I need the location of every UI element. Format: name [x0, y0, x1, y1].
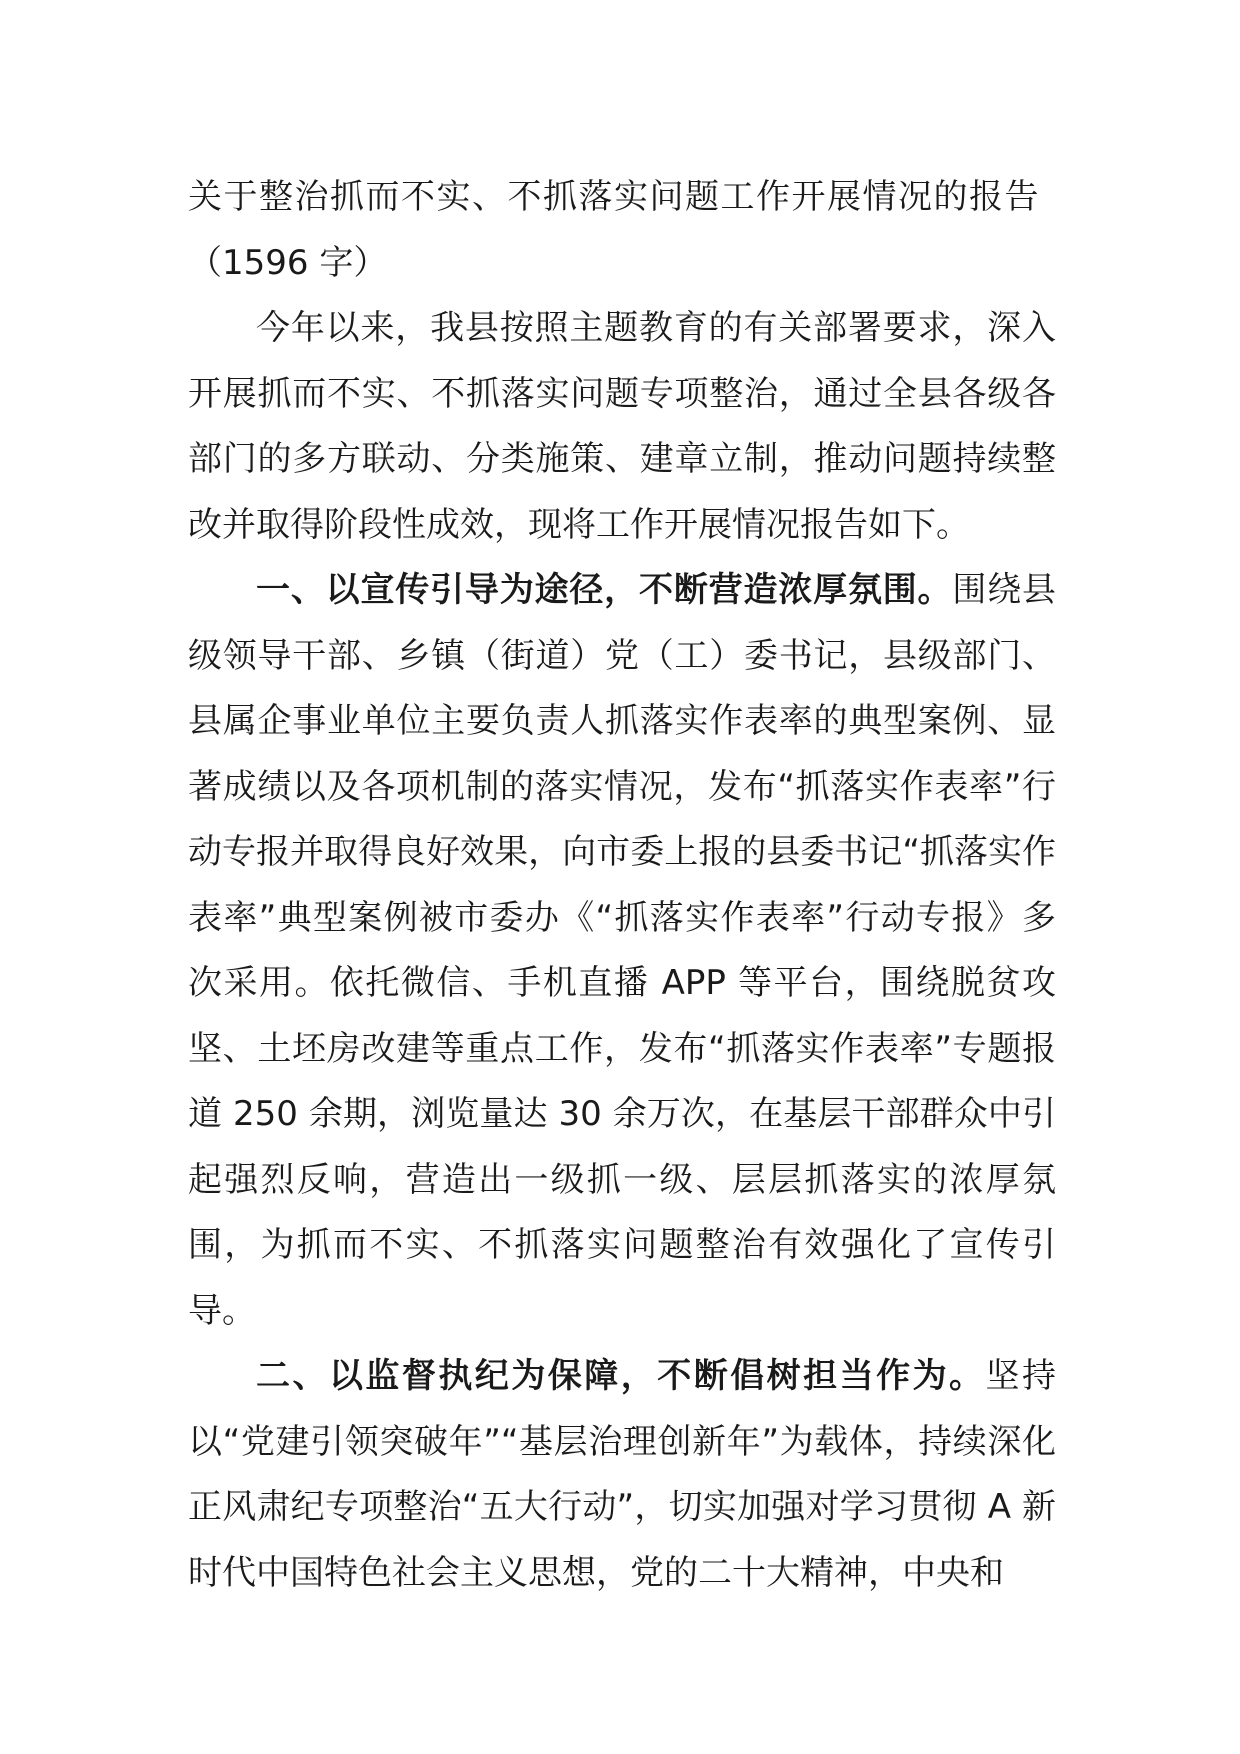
section-2-text: 坚持以“党建引领突破年”“基层治理创新年”为载体，持续深化正风肃纪专项整治“五大行动”，切实加强对学习贯彻 A 新时代中国特色社会主义思想，党的二十大精神，中央和	[188, 1356, 1057, 1593]
paragraph-intro	[188, 296, 1056, 558]
document-word-count: （1596 字）	[188, 242, 388, 283]
paragraph-section-1	[188, 558, 1056, 1344]
section-1-heading: 一、以宣传引导为途径，不断营造浓厚氛围。	[256, 570, 953, 610]
section-1-text: 围绕县级领导干部、乡镇（街道）党（工）委书记，县级部门、县属企事业单位主要负责人抓落实作表率的典型案例、显著成绩以及各项机制的落实情况，发布“抓落实作表率”行动专报并取得良好效果，向市委上报的县委书记“抓落实作表率”典型案例被市委办《“抓落实作表率”行动专报》多次采用。依托微信、手机直播 APP 等平台，围绕脱贫攻坚、土坯房改建等重点工作，发布“抓落实作表率”专题报道 250 余期，浏览量达 30 余万次，在基层干部群众中引起强烈反响，营造出一级抓一级、层层抓落实的浓厚氛围，为抓而不实、不抓落实问题整治有效强化了宣传引导。	[188, 570, 1057, 1331]
paragraph-intro-text: 今年以来，我县按照主题教育的有关部署要求，深入开展抓而不实、不抓落实问题专项整治，通过全县各级各部门的多方联动、分类施策、建章立制，推动问题持续整改并取得阶段性成效，现将工作开展情况报告如下。	[188, 308, 1056, 545]
paragraph-section-2	[188, 1344, 1056, 1606]
document-title: 关于整治抓而不实、不抓落实问题工作开展情况的报告	[188, 177, 1040, 217]
document-body	[188, 165, 1056, 1606]
section-2-heading: 二、以监督执纪为保障，不断倡树担当作为。	[256, 1356, 986, 1396]
